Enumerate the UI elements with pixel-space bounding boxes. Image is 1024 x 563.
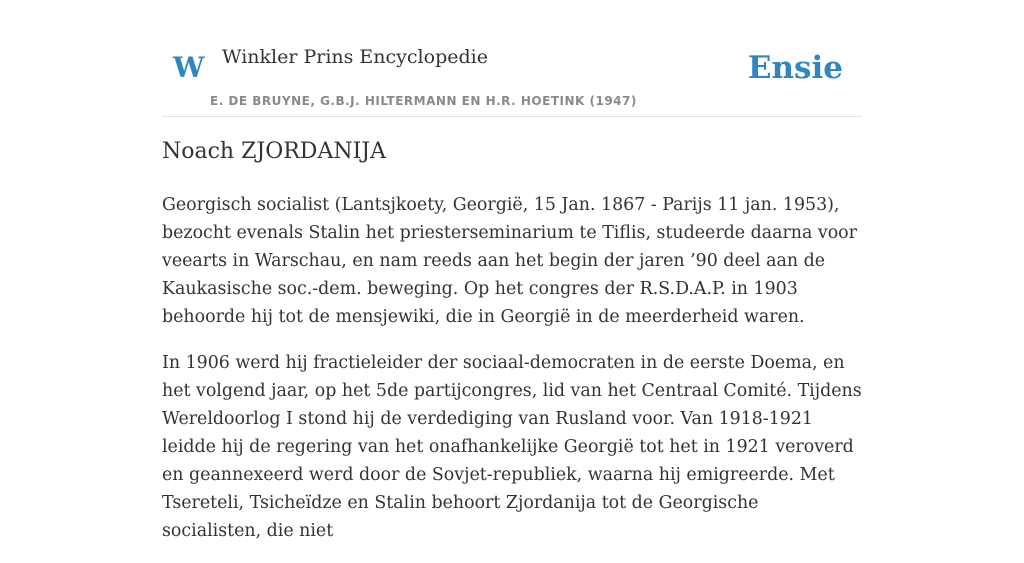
article-body xyxy=(162,191,862,563)
ensie-logo[interactable]: Ensie xyxy=(747,50,843,86)
article-paragraph: Georgisch socialist (Lantsjkoety, Georgië, 15 Jan. 1867 - Parijs 11 jan. 1953), bezocht evenals Stalin het priesterseminarium te Tiflis, studeerde daarna voor veearts in Warschau, en nam reeds aan het begin der jaren ’90 deel aan de Kaukasische soc.-dem. beweging. Op het congres der R.S.D.A.P. in 1903 behoorde hij tot de mensjewiki, die in Georgië in de meerderheid waren. xyxy=(162,195,857,327)
page-header xyxy=(162,0,862,117)
book-title[interactable]: Winkler Prins Encyclopedie xyxy=(222,46,488,68)
book-authors: E. DE BRUYNE, G.B.J. HILTERMANN EN H.R. HOETINK (1947) xyxy=(210,94,637,108)
article-paragraph: In 1906 werd hij fractieleider der sociaal-democraten in de eerste Doema, en het volgend jaar, op het 5de partijcongres, lid van het Centraal Comité. Tijdens Wereldoorlog I stond hij de verdediging van Rusland voor. Van 1918-1921 leidde hij de regering van het onafhankelijke Georgië tot het in 1921 veroverd en geannexeerd werd door de Sovjet-republiek, waarna hij emigreerde. Met Tsereteli, Tsicheïdze en Stalin behoort Zjordanija tot de Georgische socialisten, die niet xyxy=(162,353,862,541)
article-title: Noach ZJORDANIJA xyxy=(162,139,386,164)
book-logo-icon[interactable]: W xyxy=(173,51,204,84)
